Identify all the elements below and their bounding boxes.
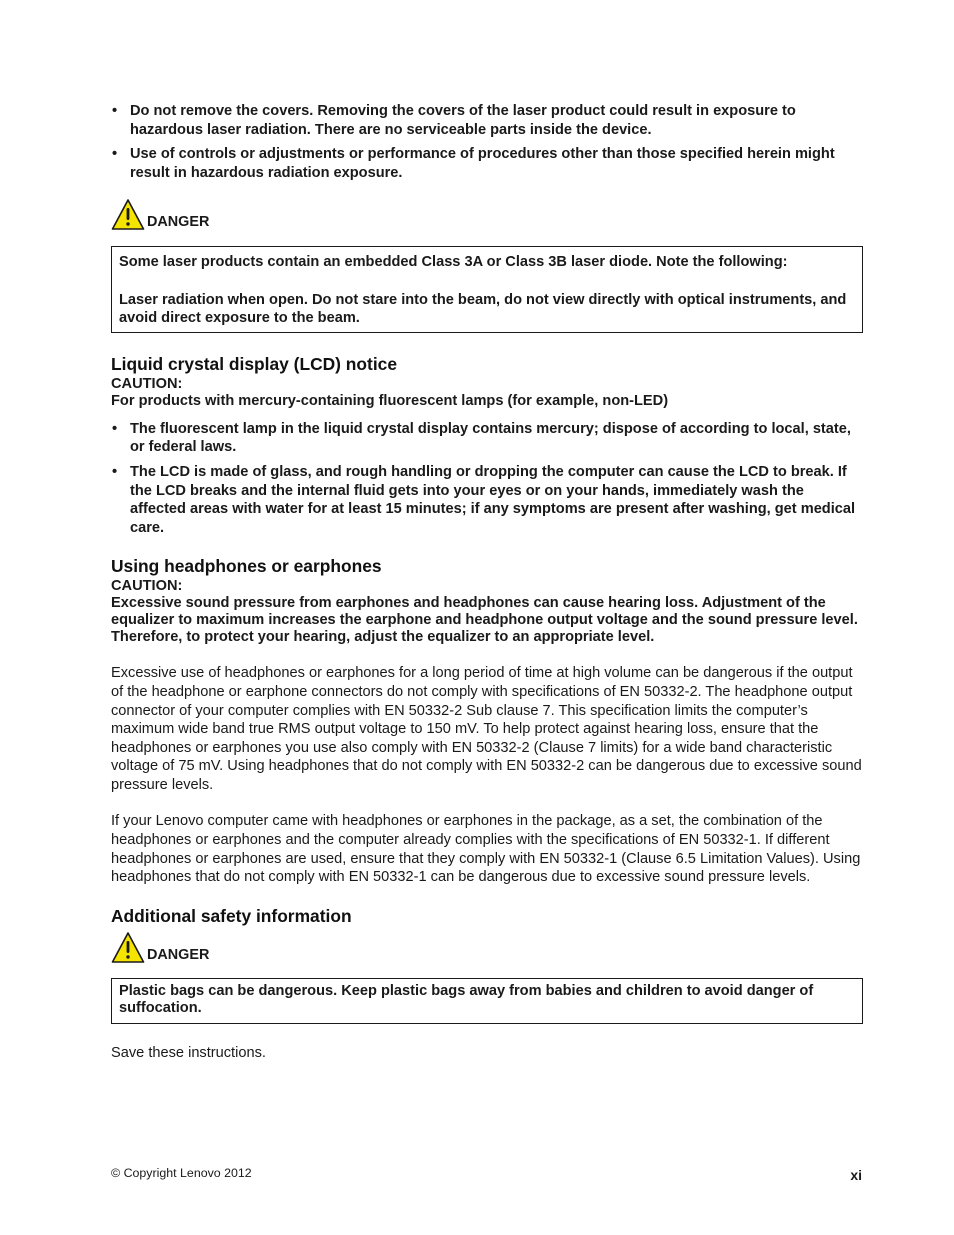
bullet-glyph: • [112, 146, 118, 163]
laser-danger-box [111, 246, 863, 332]
laser-bullet-list [111, 102, 863, 182]
list-item-text: Use of controls or adjustments or performance of procedures other than those specified herein might result in hazardous radiation exposure. [130, 146, 835, 181]
list-item-text: Do not remove the covers. Removing the covers of the laser product could result in exposure to hazardous laser radiation. There are no serviceable parts inside the device. [130, 103, 796, 138]
danger-heading [111, 197, 863, 231]
headphones-paragraph-1: Excessive use of headphones or earphones for a long period of time at high volume can be dangerous if the output of the headphone or earphone connectors do not comply with specifications of EN 50332-2. The headphone output connector of your computer complies with EN 50332-2 Sub clause 7. This specification limits the computer’s maximum wide band true RMS output voltage to 150 mV. To help protect against hearing loss, ensure that the headphones or earphones you use also comply with EN 50332-2 (Clause 7 limits) for a wide band characteristic voltage of 75 mV. Using headphones that do not comply with EN 50332-2 can be dangerous due to excessive sound pressure levels. [111, 665, 862, 793]
bullet-glyph: • [112, 463, 118, 480]
list-item [111, 145, 863, 182]
warning-triangle-icon [111, 931, 145, 964]
headphones-caution-text: Excessive sound pressure from earphones and headphones can cause hearing loss. Adjustment of the equalizer to maximum increases the earphone and headphone output voltage and the sound pressure level. Therefore, to protect your hearing, adjust the equalizer to an appropriate level. [111, 595, 858, 646]
headphones-paragraph-2: If your Lenovo computer came with headphones or earphones in the package, as a set, the combination of the headphones or earphones and the computer already complies with the specifications of EN 50332-1. If different headphones or earphones are used, ensure that they comply with EN 50332-1 (Clause 6.5 Limitation Values). Using headphones that do not comply with EN 50332-1 can be dangerous due to excessive sound pressure levels. [111, 813, 861, 886]
lcd-heading: Liquid crystal display (LCD) notice [111, 353, 398, 374]
lcd-caution-label: CAUTION: [111, 375, 183, 392]
list-item [111, 420, 863, 457]
bullet-glyph: • [112, 420, 118, 437]
save-instructions-text: Save these instructions. [111, 1044, 266, 1061]
lcd-caution-text: For products with mercury-containing fluorescent lamps (for example, non-LED) [111, 392, 669, 409]
footer-copyright: © Copyright Lenovo 2012 [111, 1166, 252, 1180]
danger-heading [111, 930, 863, 964]
warning-triangle-icon [111, 198, 145, 231]
lcd-bullet-list [111, 420, 863, 538]
plastic-bags-danger-box [111, 978, 863, 1024]
headphones-heading: Using headphones or earphones [111, 556, 382, 577]
danger-label: DANGER [147, 946, 210, 963]
list-item-text: The fluorescent lamp in the liquid crystal display contains mercury; dispose of according to local, state, or federal laws. [130, 420, 851, 456]
danger-label: DANGER [147, 214, 210, 231]
laser-danger-line1: Some laser products contain an embedded Class 3A or Class 3B laser diode. Note the following: [119, 254, 788, 271]
plastic-bags-danger-text: Plastic bags can be dangerous. Keep plastic bags away from babies and children to avoid danger of suffocation. [119, 982, 814, 1017]
bullet-glyph: • [112, 103, 118, 119]
page-number: xi [850, 1167, 862, 1183]
additional-safety-heading: Additional safety information [111, 905, 352, 926]
laser-danger-line2: Laser radiation when open. Do not stare into the beam, do not view directly with optical instruments, and avoid direct exposure to the beam. [119, 291, 847, 327]
list-item-text: The LCD is made of glass, and rough handling or dropping the computer can cause the LCD to break. If the LCD breaks and the internal fluid gets into your eyes or on your hands, immediately wash the affected areas with water for at least 15 minutes; if any symptoms are present after washing, get medical care. [130, 463, 856, 536]
headphones-caution-label: CAUTION: [111, 578, 183, 595]
page-content [111, 0, 863, 1062]
list-item [111, 463, 863, 537]
list-item [111, 102, 863, 139]
